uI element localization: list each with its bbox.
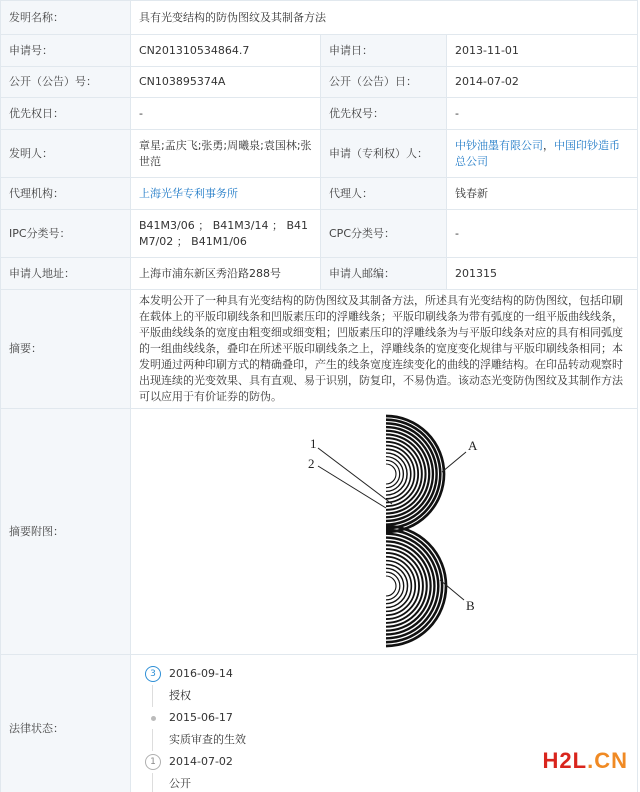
- abstract-text: 本发明公开了一种具有光变结构的防伪图纹及其制备方法，所述具有光变结构的防伪图纹，包括印刷在载体上的平版印刷线条和凹版素压印的浮雕线条；平版印刷线条为带有弧度的一组平版曲线线条，平版曲线线条的宽度由粗变细或细变粗；凹版素压印的浮雕线条为与平版印线条对应的具有相同弧度的一组曲线线条，叠印在所述平版印刷线条之上，浮雕线条的宽度变化规律与平版印刷线条相同；本发明通过两种印刷方式的精确叠印，产生的线条宽度连续变化的曲线的浮雕结构。在印品转动观察时出现连续的光变效果、具有直观、易于识别，防复印，不易伪造。该动态光变防伪图纹及其制作方法可以应用于有价证券的防伪。: [139, 294, 623, 403]
- app-date-label: 申请日：: [321, 35, 447, 67]
- arc-group-a: [386, 416, 444, 532]
- app-no-value: CN201310534864.7: [131, 35, 321, 67]
- app-no-label: 申请号：: [1, 35, 131, 67]
- ipc-label: IPC分类号：: [1, 210, 131, 258]
- arc-line: [386, 568, 404, 603]
- row-classification: [1, 210, 638, 258]
- timeline-step-badge: 3: [145, 666, 161, 682]
- leader-line-1: [318, 448, 392, 504]
- figure-label-b: B: [466, 597, 475, 613]
- timeline-status: 公开: [152, 773, 629, 792]
- leader-line-b: [440, 580, 464, 600]
- arc-line: [386, 456, 403, 491]
- agency-label: 代理机构：: [1, 178, 131, 210]
- row-priority: [1, 98, 638, 130]
- agent-label: 代理人：: [321, 178, 447, 210]
- agent-value: 钱春新: [447, 178, 638, 210]
- leader-line-2: [318, 466, 386, 508]
- figure-label-2: 2: [308, 455, 315, 471]
- abstract-cell: [131, 290, 638, 409]
- applicant-separator: ，: [543, 138, 554, 152]
- figure-label-a: A: [468, 437, 478, 453]
- watermark-part-2: .CN: [587, 748, 628, 773]
- figure-label-1: 1: [310, 435, 317, 451]
- address-label: 申请人地址：: [1, 258, 131, 290]
- cpc-label: CPC分类号：: [321, 210, 447, 258]
- priority-date-label: 优先权日：: [1, 98, 131, 130]
- pub-date-label: 公开（公告）日：: [321, 67, 447, 98]
- app-date-value: 2013-11-01: [447, 35, 638, 67]
- postcode-value: 201315: [447, 258, 638, 290]
- arc-group-b: [386, 526, 446, 646]
- pub-no-value: CN103895374A: [131, 67, 321, 98]
- applicant-label: 申请（专利权）人：: [321, 130, 447, 178]
- inventor-label: 发明人：: [1, 130, 131, 178]
- leader-line-a: [442, 452, 466, 472]
- applicant-value: [447, 130, 638, 178]
- timeline-dot-icon: [145, 710, 161, 726]
- abstract-figure: [274, 414, 494, 650]
- cpc-value: -: [447, 210, 638, 258]
- timeline-status: 实质审查的生效: [152, 729, 629, 751]
- timeline-step-badge: 1: [145, 754, 161, 770]
- row-publication: [1, 67, 638, 98]
- pub-no-label: 公开（公告）号：: [1, 67, 131, 98]
- agency-value: [131, 178, 321, 210]
- figure-label: 摘要附图：: [1, 409, 131, 655]
- figure-cell: [131, 409, 638, 655]
- row-title: [1, 1, 638, 35]
- applicant-link-2[interactable]: 中国印钞造币总公司: [455, 138, 620, 168]
- timeline-item: [145, 707, 629, 751]
- priority-no-value: -: [447, 98, 638, 130]
- arc-line: [386, 576, 396, 596]
- watermark-part-1: H2L: [542, 748, 588, 773]
- row-agency: [1, 178, 638, 210]
- postcode-label: 申请人邮编：: [321, 258, 447, 290]
- timeline-date: 2015-06-17: [169, 711, 233, 724]
- applicant-link-1[interactable]: 中钞油墨有限公司: [455, 138, 543, 152]
- row-address: [1, 258, 638, 290]
- address-value: 上海市浦东新区秀沿路288号: [131, 258, 321, 290]
- pub-date-value: 2014-07-02: [447, 67, 638, 98]
- inventor-value: 章星;孟庆飞;张勇;周曦泉;袁国林;张世范: [131, 130, 321, 178]
- priority-no-label: 优先权号：: [321, 98, 447, 130]
- timeline-item: [145, 663, 629, 707]
- legal-status-label: 法律状态：: [1, 655, 131, 792]
- arc-line: [386, 464, 396, 484]
- row-abstract: [1, 290, 638, 409]
- row-figure: [1, 409, 638, 655]
- ipc-value: B41M3/06 ； B41M3/14 ； B41M7/02 ； B41M1/06: [131, 210, 321, 258]
- timeline-status: 授权: [152, 685, 629, 707]
- row-inventor: [1, 130, 638, 178]
- abstract-label: 摘要：: [1, 290, 131, 409]
- title-label: 发明名称：: [1, 1, 131, 35]
- timeline-date: 2014-07-02: [169, 755, 233, 768]
- row-application: [1, 35, 638, 67]
- priority-date-value: -: [131, 98, 321, 130]
- title-value: 具有光变结构的防伪图纹及其制备方法: [131, 1, 638, 35]
- agency-link[interactable]: 上海光华专利事务所: [139, 186, 238, 200]
- timeline-date: 2016-09-14: [169, 667, 233, 680]
- site-watermark-logo: [543, 748, 628, 774]
